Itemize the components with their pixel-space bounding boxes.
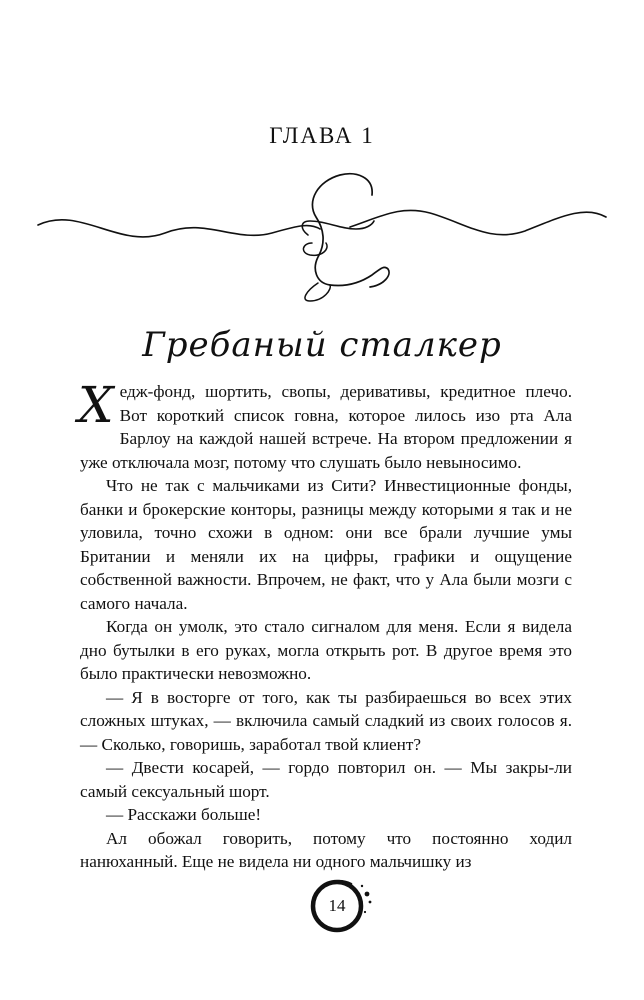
dropcap: Х: [78, 376, 114, 434]
paragraph: Ал обожал говорить, потому что постоянно ходил нанюханный. Еще не видела ни одного мальчишку из: [80, 828, 572, 871]
paragraph: Когда он умолк, это стало сигналом для меня. Если я видела дно бутылки в его руках, могла открыть рот. В другое время это было практически невозможно.: [80, 617, 572, 683]
chapter-title: Гребаный сталкер: [142, 325, 502, 365]
chapter-label: ГЛАВА 1: [269, 123, 375, 148]
paragraph: — Расскажи больше!: [106, 805, 262, 824]
paragraph: Что не так с мальчиками из Сити? Инвестиционные фонды, банки и брокерские конторы, разницы между которыми я так и не уловила, точно схожи в одном: они все брали лучшие умы Британии и меняли их на цифры, графики и ощущение собственной важности. Впрочем, не факт, что у Ала были мозги с самого начала.: [80, 476, 572, 613]
pound-sign-wave-ornament-icon: [0, 165, 644, 305]
paragraph-1: [78, 376, 572, 474]
page-number-badge: [307, 872, 377, 942]
paragraph: — Я в восторге от того, как ты разбираешься во всех этих сложных штуках, — включила самый сладкий из своих голосов я. — Сколько, говоришь, заработал твой клиент?: [80, 687, 572, 754]
page-number: 14: [328, 896, 346, 915]
chapter-body: [78, 376, 572, 874]
paragraph-1-text: едж-фонд, шортить, свопы, деривативы, кредитное плечо. Вот короткий список говна, которое лилось изо рта Ала Барлоу на каждой нашей встрече. На втором предложении я уже отключала мозг, потому что слушать было невыносимо.: [80, 382, 572, 472]
paragraph: — Двести косарей, — гордо повторил он. — Мы закры-ли самый сексуальный шорт.: [80, 758, 572, 801]
